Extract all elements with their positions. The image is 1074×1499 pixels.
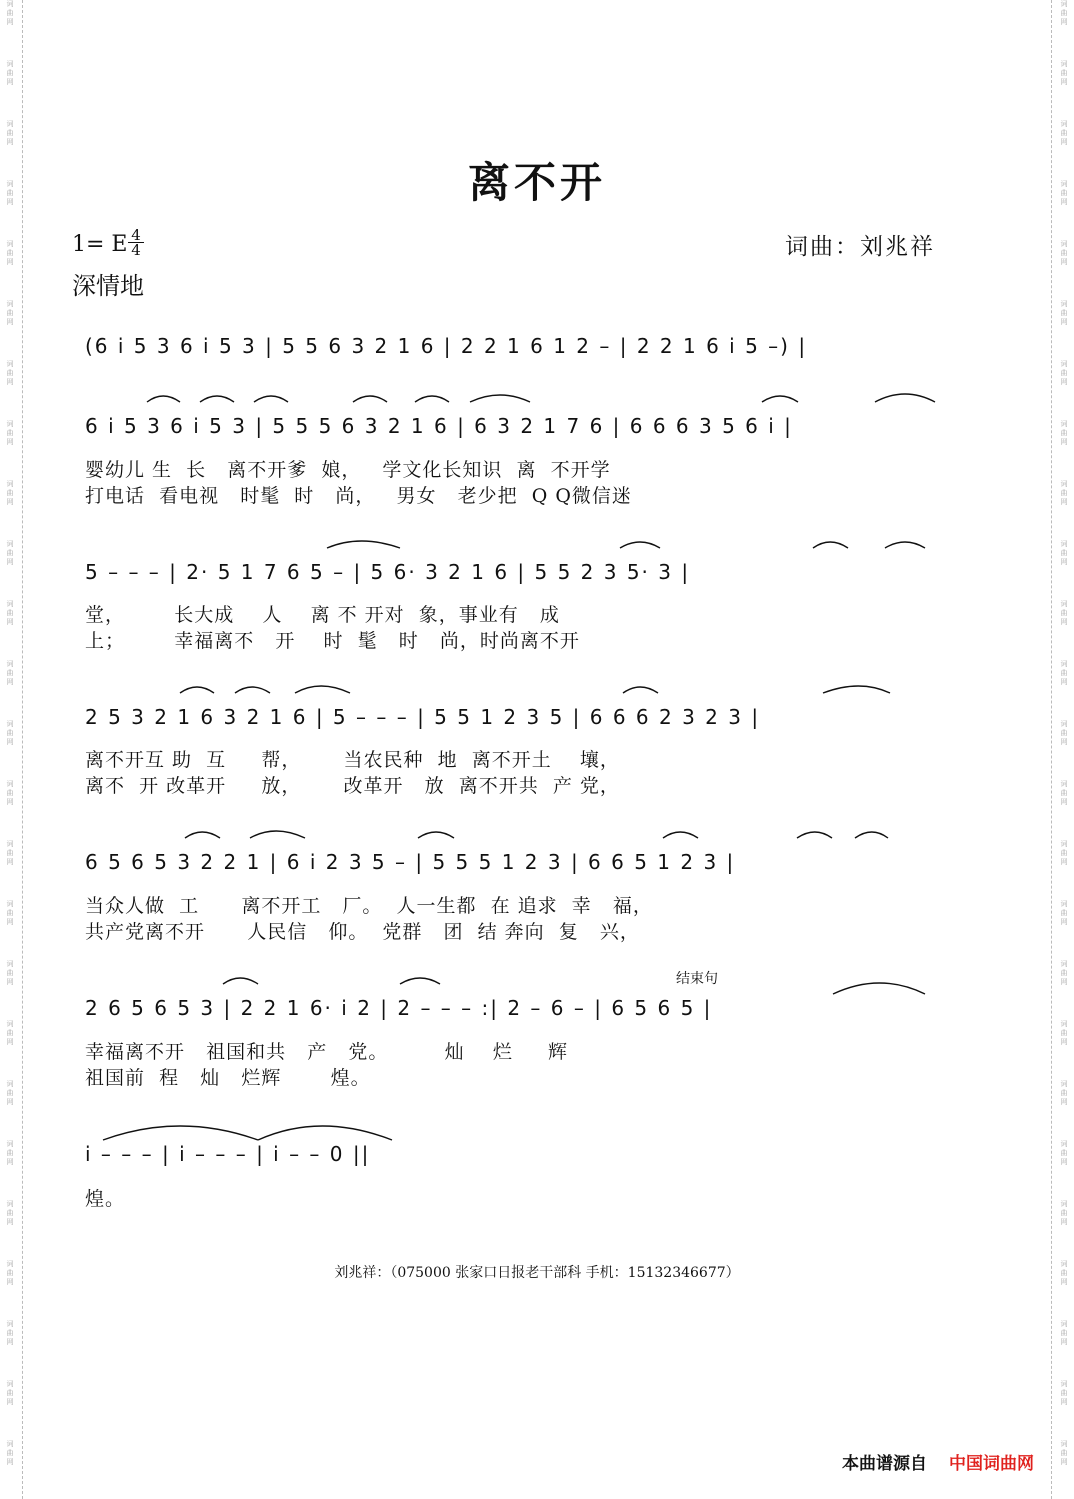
watermark-text: 词 曲 网: [6, 660, 14, 686]
slur: [353, 396, 387, 402]
watermark-text: 词 曲 网: [6, 1200, 14, 1226]
slur: [623, 687, 658, 693]
coda-section-label: 结束句: [676, 971, 718, 987]
watermark-text: 词 曲 网: [6, 1080, 14, 1106]
slur: [295, 686, 350, 693]
notation-text: (6 i 5 3 6 i 5 3 | 5 5 6 3 2 1 6 | 2 2 1 6 1 2 – | 2 2 1 6 i 5 –) |: [85, 334, 808, 358]
watermark-text: 词 曲 网: [6, 780, 14, 806]
watermark-text: 词 曲 网: [6, 720, 14, 746]
source-footer: [842, 1449, 1034, 1474]
slur: [813, 542, 848, 548]
watermark-text: 词 曲 网: [1060, 900, 1068, 926]
notation-row: [0, 1138, 1074, 1182]
watermark-text: 词 曲 网: [1060, 0, 1068, 26]
slur: [180, 687, 214, 693]
tempo-marking: 深情地: [72, 272, 144, 300]
notation-row: [0, 701, 1074, 745]
slur: [762, 396, 798, 402]
watermark-text: 词 曲 网: [1060, 1080, 1068, 1106]
watermark-text: 词 曲 网: [1060, 480, 1068, 506]
lyric-line: 当众人做 工 离不开工 厂。 人一生都 在 追求 幸 福，: [85, 895, 653, 917]
slur: [875, 394, 935, 402]
slur: [254, 396, 288, 402]
slur: [200, 396, 234, 402]
lyric-line: 煌。: [85, 1188, 126, 1210]
watermark-text: 词 曲 网: [1060, 360, 1068, 386]
watermark-text: 词 曲 网: [1060, 300, 1068, 326]
notation-text: 6 i 5 3 6 i 5 3 | 5 5 5 6 3 2 1 6 | 6 3 2 1 7 6 | 6 6 6 3 5 6 i |: [85, 414, 793, 438]
slur: [620, 542, 660, 548]
lyric-line: 打电话 看电视 时髦 时 尚， 男女 老少把 Q Q微信迷: [85, 485, 632, 507]
watermark-text: 词 曲 网: [6, 240, 14, 266]
watermark-text: 词 曲 网: [1060, 1140, 1068, 1166]
slur: [250, 831, 305, 838]
source-label: 本曲谱源自: [842, 1454, 927, 1474]
slur: [223, 978, 258, 984]
slur: [185, 832, 220, 838]
slur: [797, 832, 832, 838]
notation-text: 2 5 3 2 1 6 3 2 1 6 | 5 – – – | 5 5 1 2 3 5 | 6 6 6 2 3 2 3 |: [85, 705, 761, 729]
watermark-text: 词 曲 网: [6, 540, 14, 566]
watermark-text: 词 曲 网: [1060, 660, 1068, 686]
watermark-text: 词 曲 网: [1060, 420, 1068, 446]
composer-credit: 词曲：刘兆祥: [785, 234, 935, 260]
notation-row: [0, 410, 1074, 454]
watermark-text: 词 曲 网: [1060, 120, 1068, 146]
slur: [855, 832, 888, 838]
watermark-text: 词 曲 网: [6, 1320, 14, 1346]
lyric-line: 幸福离不开 祖国和共 产 党。 灿 烂 辉: [85, 1041, 569, 1063]
watermark-text: 词 曲 网: [1060, 1260, 1068, 1286]
time-signature-top: 4: [131, 226, 141, 244]
watermark-text: 词 曲 网: [6, 960, 14, 986]
watermark-text: 词 曲 网: [1060, 1320, 1068, 1346]
watermark-text: 词 曲 网: [6, 1020, 14, 1046]
watermark-text: 词 曲 网: [1060, 540, 1068, 566]
watermark-text: 词 曲 网: [1060, 840, 1068, 866]
watermark-text: 词 曲 网: [1060, 240, 1068, 266]
lyric-line: 婴幼儿 生 长 离不开爹 娘， 学文化长知识 离 不开学: [85, 459, 611, 481]
slur: [823, 686, 890, 693]
notation-text: 2 6 5 6 5 3 | 2 2 1 6· i 2 | 2 – – – :| 2 – 6 – | 6 5 6 5 |: [85, 996, 713, 1020]
time-signature: [128, 228, 144, 257]
lyric-line: 离不开互 助 互 帮， 当农民种 地 离不开土 壤，: [85, 749, 620, 771]
watermark-text: 词 曲 网: [6, 1140, 14, 1166]
lyric-line: 共产党离不开 人民信 仰。 党群 团 结 奔向 复 兴，: [85, 921, 640, 943]
watermark-text: 词 曲 网: [6, 60, 14, 86]
lyric-line: 祖国前 程 灿 烂辉 煌。: [85, 1067, 371, 1089]
watermark-text: 词 曲 网: [1060, 960, 1068, 986]
notation-row: [0, 992, 1074, 1036]
watermark-text: 词 曲 网: [1060, 600, 1068, 626]
watermark-text: 词 曲 网: [6, 1380, 14, 1406]
watermark-text: 词 曲 网: [1060, 1380, 1068, 1406]
lyric-line: 离不 开 改革开 放， 改革开 放 离不开共 产 党，: [85, 775, 620, 797]
watermark-text: 词 曲 网: [6, 420, 14, 446]
lyric-line: 上； 幸福离不 开 时 髦 时 尚，时尚离不开: [85, 630, 580, 652]
site-brand: 中国词曲网: [949, 1454, 1034, 1474]
watermark-text: 词 曲 网: [6, 1260, 14, 1286]
notation-text: 5 – – – | 2· 5 1 7 6 5 – | 5 6· 3 2 1 6 | 5 5 2 3 5· 3 |: [85, 560, 691, 584]
notation-row: [0, 556, 1074, 600]
watermark-text: 词 曲 网: [6, 180, 14, 206]
slur: [663, 832, 698, 838]
slur: [418, 832, 454, 838]
slur: [235, 687, 270, 693]
watermark-text: 词 曲 网: [6, 300, 14, 326]
watermark-text: 词 曲 网: [6, 360, 14, 386]
watermark-text: 词 曲 网: [1060, 720, 1068, 746]
key-signature: 1= E: [72, 232, 128, 257]
song-title: 离不开: [467, 158, 606, 207]
slur: [415, 396, 449, 402]
watermark-text: 词 曲 网: [6, 0, 14, 26]
time-signature-bottom: 4: [128, 242, 144, 257]
watermark-text: 词 曲 网: [1060, 180, 1068, 206]
notation-text: i – – – | i – – – | i – – 0 ||: [85, 1142, 371, 1166]
slur: [470, 395, 530, 402]
watermark-text: 词 曲 网: [6, 480, 14, 506]
notation-text: 6 5 6 5 3 2 2 1 | 6 i 2 3 5 – | 5 5 5 1 2 3 | 6 6 5 1 2 3 |: [85, 850, 736, 874]
watermark-text: 词 曲 网: [6, 120, 14, 146]
watermark-text: 词 曲 网: [1060, 780, 1068, 806]
slur: [885, 542, 925, 548]
contact-info: 刘兆祥：（075000 张家口日报老干部科 手机：15132346677）: [334, 1265, 740, 1281]
watermark-text: 词 曲 网: [1060, 60, 1068, 86]
notation-row: [0, 846, 1074, 890]
watermark-text: 词 曲 网: [6, 840, 14, 866]
watermark-text: 词 曲 网: [1060, 1440, 1068, 1466]
slur: [147, 396, 180, 402]
lyric-line: 堂， 长大成 人 离 不 开对 象，事业有 成: [85, 604, 560, 626]
watermark-text: 词 曲 网: [6, 600, 14, 626]
notation-row: [0, 330, 1074, 374]
slur: [327, 541, 400, 548]
watermark-text: 词 曲 网: [1060, 1200, 1068, 1226]
slur: [400, 978, 440, 984]
watermark-text: 词 曲 网: [6, 900, 14, 926]
watermark-text: 词 曲 网: [1060, 1020, 1068, 1046]
watermark-text: 词 曲 网: [6, 1440, 14, 1466]
